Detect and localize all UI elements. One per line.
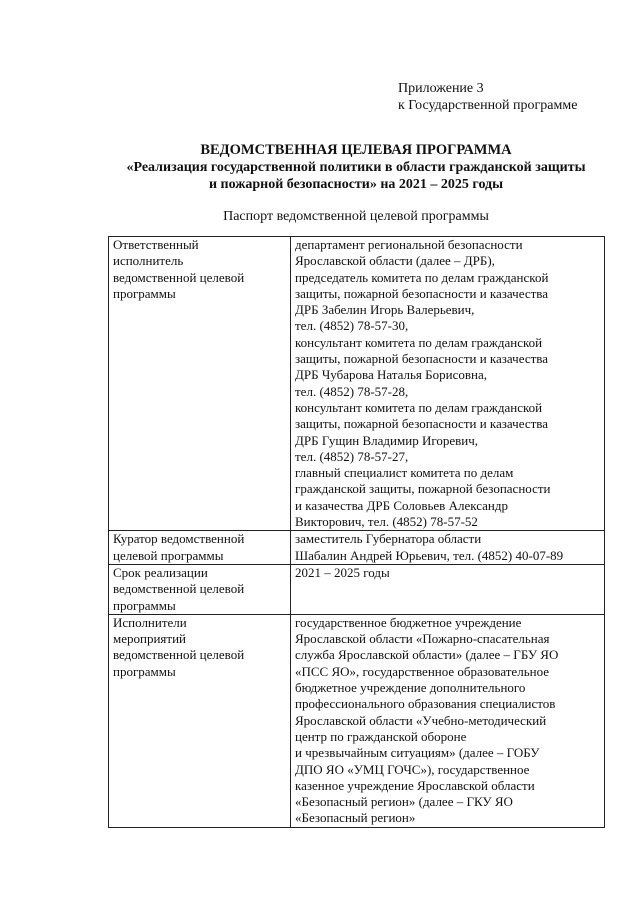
passport-heading: Паспорт ведомственной целевой программы (223, 209, 489, 224)
label-line: программы (113, 597, 176, 613)
label-line: Срок реализации (113, 564, 208, 580)
value-line: «Безопасный регион» (далее – ГКУ ЯО (295, 794, 513, 810)
label-line: ведомственной целевой (113, 581, 245, 597)
value-line: «Безопасный регион» (295, 810, 416, 826)
label-line: Исполнители (113, 614, 187, 630)
value-line: центр по гражданской обороне (295, 728, 467, 744)
value-line: Шабалин Андрей Юрьевич, тел. (4852) 40-07-89 (295, 547, 564, 563)
label-line: Ответственный (113, 237, 199, 252)
label-line: Куратор ведомственной (113, 531, 245, 547)
value-line: департамент региональной безопасности (295, 237, 523, 252)
title-line-2: «Реализация государственной политики в области гражданской защиты (126, 160, 586, 175)
row-value-cell (291, 564, 605, 614)
value-line: защиты, пожарной безопасности и казачества (295, 416, 549, 432)
value-line: ДРБ Чубарова Наталья Борисовна, (295, 367, 487, 383)
label-line: исполнитель (113, 253, 184, 269)
value-line: главный специалист комитета по делам (295, 465, 514, 481)
row-label-cell (109, 237, 291, 531)
value-line: ДРБ Гущин Владимир Игоревич, (295, 432, 478, 448)
appendix-number: Приложение 3 (398, 81, 484, 96)
value-line: тел. (4852) 78-57-27, (295, 448, 409, 464)
value-line: казенное учреждение Ярославской области (295, 777, 535, 793)
appendix-note (398, 80, 577, 114)
value-line: государственное бюджетное учреждение (295, 614, 522, 630)
row-label-cell (109, 531, 291, 565)
label-line: целевой программы (113, 547, 224, 563)
value-line: Викторович, тел. (4852) 78-57-52 (295, 514, 478, 530)
row-label-cell (109, 614, 291, 827)
table-row (109, 531, 605, 565)
table-row (109, 564, 605, 614)
value-line: 2021 – 2025 годы (295, 564, 390, 580)
table-row (109, 237, 605, 531)
value-line: Ярославской области (далее – ДРБ), (295, 253, 495, 269)
document-title (96, 142, 616, 193)
value-line: консультант комитета по делам гражданской (295, 334, 543, 350)
value-line: служба Ярославской области» (далее – ГБУ ЯО (295, 647, 559, 663)
value-line: Ярославской области «Пожарно-спасательная (295, 631, 550, 647)
title-line-3: и пожарной безопасности» на 2021 – 2025 годы (208, 177, 504, 192)
value-line: и чрезвычайным ситуациям» (далее – ГОБУ (295, 745, 540, 761)
label-line: мероприятий (113, 631, 186, 647)
value-line: «ПСС ЯО», государственное образовательное (295, 663, 550, 679)
row-label-cell (109, 564, 291, 614)
value-line: председатель комитета по делам гражданской (295, 269, 549, 285)
table-row (109, 614, 605, 827)
value-line: защиты, пожарной безопасности и казачества (295, 285, 549, 301)
value-line: бюджетное учреждение дополнительного (295, 680, 526, 696)
label-line: ведомственной целевой (113, 269, 245, 285)
value-line: Ярославской области «Учебно-методический (295, 712, 547, 728)
value-line: и казачества ДРБ Соловьев Александр (295, 497, 508, 513)
row-value-cell (291, 614, 605, 827)
value-line: консультант комитета по делам гражданской (295, 399, 543, 415)
value-line: ДПО ЯО «УМЦ ГОЧС»), государственное (295, 761, 530, 777)
passport-table (108, 236, 605, 828)
row-value-cell (291, 531, 605, 565)
title-line-1: ВЕДОМСТВЕННАЯ ЦЕЛЕВАЯ ПРОГРАММА (200, 142, 512, 158)
appendix-reference: к Государственной программе (398, 98, 578, 113)
value-line: заместитель Губернатора области (295, 531, 482, 547)
value-line: тел. (4852) 78-57-28, (295, 383, 409, 399)
value-line: ДРБ Забелин Игорь Валерьевич, (295, 302, 475, 318)
value-line: защиты, пожарной безопасности и казачества (295, 351, 549, 367)
label-line: ведомственной целевой (113, 647, 245, 663)
value-line: гражданской защиты, пожарной безопасности (295, 481, 551, 497)
value-line: профессионального образования специалистов (295, 696, 556, 712)
passport-table-body (109, 237, 605, 828)
label-line: программы (113, 285, 176, 301)
row-value-cell (291, 237, 605, 531)
value-line: тел. (4852) 78-57-30, (295, 318, 409, 334)
label-line: программы (113, 663, 176, 679)
